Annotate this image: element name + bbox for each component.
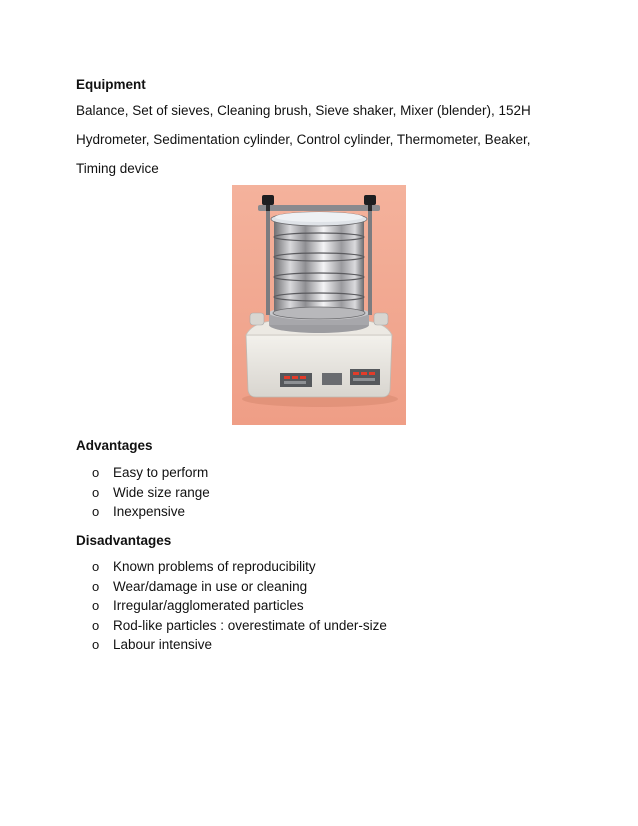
list-item-text: Irregular/agglomerated particles bbox=[113, 598, 304, 614]
sieve-shaker-photo bbox=[232, 185, 406, 425]
list-item bbox=[92, 616, 387, 636]
bullet-marker: o bbox=[92, 637, 100, 653]
bullet-marker: o bbox=[92, 559, 100, 574]
list-item bbox=[92, 635, 387, 655]
bullet-marker: o bbox=[92, 504, 100, 520]
list-item bbox=[92, 483, 210, 503]
list-item bbox=[92, 463, 210, 483]
list-item bbox=[92, 577, 387, 597]
list-item-text: Known problems of reproducibility bbox=[113, 559, 316, 574]
equipment-text-line-1: Balance, Set of sieves, Cleaning brush, Sieve shaker, Mixer (blender), 152H bbox=[76, 103, 531, 118]
bullet-marker: o bbox=[92, 578, 100, 594]
list-item-text: Easy to perform bbox=[113, 465, 209, 480]
equipment-text-line-2: Hydrometer, Sedimentation cylinder, Control cylinder, Thermometer, Beaker, bbox=[76, 132, 531, 147]
list-item bbox=[92, 557, 387, 577]
bullet-marker: o bbox=[92, 484, 100, 500]
disadvantages-list bbox=[92, 557, 387, 655]
disadvantages-heading: Disadvantages bbox=[76, 533, 172, 548]
bullet-marker: o bbox=[92, 598, 100, 614]
list-item-text: Inexpensive bbox=[113, 504, 186, 520]
advantages-heading: Advantages bbox=[76, 438, 153, 453]
advantages-list bbox=[92, 463, 210, 522]
bullet-marker: o bbox=[92, 617, 100, 633]
list-item-text: Labour intensive bbox=[113, 637, 213, 653]
list-item-text: Wide size range bbox=[113, 484, 210, 500]
list-item-text: Wear/damage in use or cleaning bbox=[113, 578, 308, 594]
list-item bbox=[92, 596, 387, 616]
list-item bbox=[92, 502, 210, 522]
list-item-text: Rod-like particles : overestimate of under-size bbox=[113, 617, 387, 633]
equipment-text-line-3: Timing device bbox=[76, 161, 159, 176]
equipment-heading: Equipment bbox=[76, 77, 146, 92]
bullet-marker: o bbox=[92, 465, 100, 480]
